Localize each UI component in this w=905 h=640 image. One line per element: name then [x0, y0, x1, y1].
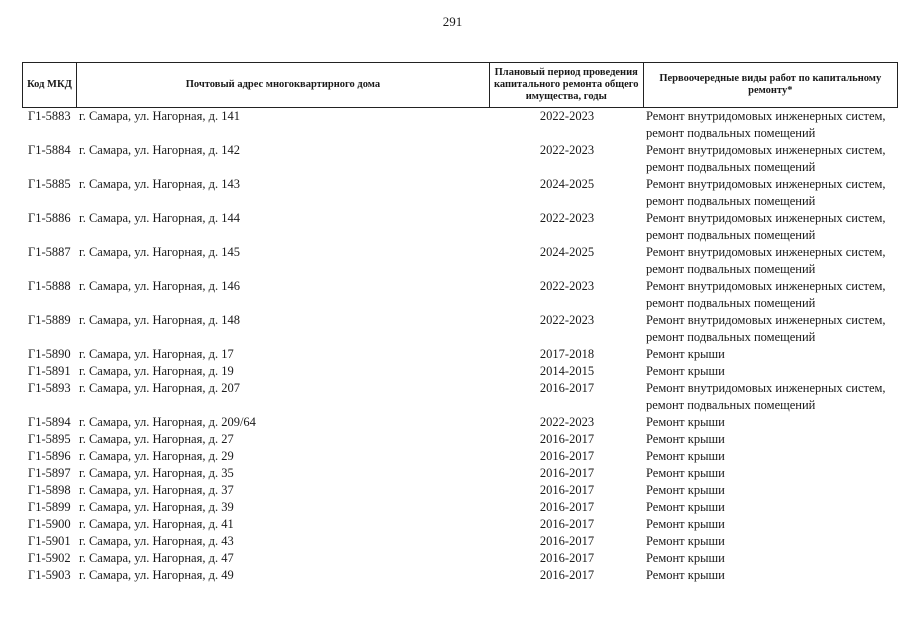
- row-period: 2016-2017: [539, 500, 595, 514]
- table-row: [22, 176, 898, 210]
- row-works: [644, 567, 898, 584]
- table-row: [22, 550, 898, 567]
- row-period: 2024-2025: [539, 177, 595, 191]
- row-period: 2022-2023: [539, 211, 595, 225]
- row-address: г. Самара, ул. Нагорная, д. 19: [79, 364, 234, 378]
- row-address: г. Самара, ул. Нагорная, д. 29: [79, 449, 234, 463]
- row-works-line: Ремонт внутридомовых инженерных систем,: [646, 313, 886, 327]
- row-works: [644, 312, 898, 346]
- row-code: Г1-5898: [28, 483, 71, 497]
- row-code: Г1-5893: [28, 381, 71, 395]
- row-code: Г1-5889: [28, 313, 71, 327]
- row-period: 2016-2017: [539, 432, 595, 446]
- row-code: Г1-5896: [28, 449, 71, 463]
- table-row: [22, 142, 898, 176]
- row-period: 2016-2017: [539, 517, 595, 531]
- row-code: Г1-5897: [28, 466, 71, 480]
- row-works-line: Ремонт крыши: [646, 364, 725, 378]
- row-period: 2022-2023: [539, 143, 595, 157]
- table-row: [22, 244, 898, 278]
- row-works: [644, 142, 898, 176]
- row-works: [644, 176, 898, 210]
- row-works-line: Ремонт крыши: [646, 534, 725, 548]
- row-code: Г1-5900: [28, 517, 71, 531]
- table-row: [22, 533, 898, 550]
- row-works: [644, 244, 898, 278]
- row-code: Г1-5885: [28, 177, 71, 191]
- row-works-line: Ремонт крыши: [646, 483, 725, 497]
- row-address: г. Самара, ул. Нагорная, д. 47: [79, 551, 234, 565]
- table-row: [22, 346, 898, 363]
- table-row: [22, 465, 898, 482]
- row-works: [644, 414, 898, 431]
- table-row: [22, 431, 898, 448]
- row-works: [644, 465, 898, 482]
- row-works-line: ремонт подвальных помещений: [646, 159, 816, 174]
- row-works-line: Ремонт крыши: [646, 466, 725, 480]
- row-works-line: Ремонт внутридомовых инженерных систем,: [646, 211, 886, 225]
- row-address: г. Самара, ул. Нагорная, д. 146: [79, 279, 240, 293]
- row-address: г. Самара, ул. Нагорная, д. 143: [79, 177, 240, 191]
- table-row: [22, 363, 898, 380]
- row-works-line: Ремонт внутридомовых инженерных систем,: [646, 143, 886, 157]
- row-works-line: Ремонт крыши: [646, 500, 725, 514]
- table-header: [22, 62, 898, 108]
- table-row: [22, 482, 898, 499]
- header-address: Почтовый адрес многоквартирного дома: [77, 63, 490, 107]
- table-row: [22, 380, 898, 414]
- row-works: [644, 448, 898, 465]
- table-row: [22, 516, 898, 533]
- row-period: 2022-2023: [539, 415, 595, 429]
- row-works: [644, 431, 898, 448]
- row-address: г. Самара, ул. Нагорная, д. 207: [79, 381, 240, 395]
- row-code: Г1-5903: [28, 568, 71, 582]
- row-period: 2016-2017: [539, 381, 595, 395]
- row-code: Г1-5887: [28, 245, 71, 259]
- row-works: [644, 550, 898, 567]
- row-works-line: Ремонт внутридомовых инженерных систем,: [646, 109, 886, 123]
- row-code: Г1-5899: [28, 500, 71, 514]
- row-works-line: Ремонт внутридомовых инженерных систем,: [646, 177, 886, 191]
- row-works: [644, 210, 898, 244]
- row-works-line: ремонт подвальных помещений: [646, 397, 816, 412]
- table-row: [22, 312, 898, 346]
- row-code: Г1-5901: [28, 534, 71, 548]
- row-address: г. Самара, ул. Нагорная, д. 148: [79, 313, 240, 327]
- row-period: 2017-2018: [539, 347, 595, 361]
- row-period: 2014-2015: [539, 364, 595, 378]
- row-works-line: Ремонт крыши: [646, 415, 725, 429]
- row-address: г. Самара, ул. Нагорная, д. 142: [79, 143, 240, 157]
- table-row: [22, 567, 898, 584]
- row-works: [644, 278, 898, 312]
- row-works: [644, 108, 898, 142]
- row-works: [644, 363, 898, 380]
- header-code: Код МКД: [23, 63, 77, 107]
- table-row: [22, 210, 898, 244]
- row-works-line: ремонт подвальных помещений: [646, 125, 816, 140]
- table-row: [22, 278, 898, 312]
- row-works-line: Ремонт крыши: [646, 432, 725, 446]
- page-number: 291: [442, 14, 463, 29]
- row-address: г. Самара, ул. Нагорная, д. 43: [79, 534, 234, 548]
- row-address: г. Самара, ул. Нагорная, д. 17: [79, 347, 234, 361]
- row-address: г. Самара, ул. Нагорная, д. 141: [79, 109, 240, 123]
- row-works-line: Ремонт внутридомовых инженерных систем,: [646, 279, 886, 293]
- row-works: [644, 499, 898, 516]
- row-address: г. Самара, ул. Нагорная, д. 144: [79, 211, 240, 225]
- row-works-line: ремонт подвальных помещений: [646, 261, 816, 276]
- row-works-line: Ремонт крыши: [646, 347, 725, 361]
- row-address: г. Самара, ул. Нагорная, д. 37: [79, 483, 234, 497]
- row-works: [644, 380, 898, 414]
- table-row: [22, 499, 898, 516]
- table-body: [22, 108, 898, 584]
- row-address: г. Самара, ул. Нагорная, д. 35: [79, 466, 234, 480]
- table-row: [22, 108, 898, 142]
- row-address: г. Самара, ул. Нагорная, д. 49: [79, 568, 234, 582]
- row-address: г. Самара, ул. Нагорная, д. 145: [79, 245, 240, 259]
- row-code: Г1-5891: [28, 364, 71, 378]
- row-period: 2016-2017: [539, 449, 595, 463]
- row-period: 2024-2025: [539, 245, 595, 259]
- row-code: Г1-5886: [28, 211, 71, 225]
- row-code: Г1-5895: [28, 432, 71, 446]
- row-period: 2016-2017: [539, 483, 595, 497]
- row-period: 2022-2023: [539, 109, 595, 123]
- row-period: 2022-2023: [539, 313, 595, 327]
- row-works-line: Ремонт крыши: [646, 551, 725, 565]
- row-works-line: Ремонт крыши: [646, 568, 725, 582]
- row-works-line: ремонт подвальных помещений: [646, 193, 816, 208]
- row-code: Г1-5884: [28, 143, 71, 157]
- row-works-line: Ремонт крыши: [646, 517, 725, 531]
- row-code: Г1-5894: [28, 415, 71, 429]
- row-period: 2016-2017: [539, 551, 595, 565]
- repair-schedule-table: [22, 62, 898, 584]
- table-row: [22, 414, 898, 431]
- row-address: г. Самара, ул. Нагорная, д. 39: [79, 500, 234, 514]
- row-address: г. Самара, ул. Нагорная, д. 27: [79, 432, 234, 446]
- row-works: [644, 516, 898, 533]
- row-address: г. Самара, ул. Нагорная, д. 209/64: [79, 415, 256, 429]
- row-code: Г1-5902: [28, 551, 71, 565]
- row-works-line: ремонт подвальных помещений: [646, 295, 816, 310]
- header-works: Первоочередные виды работ по капитальному ремонту*: [659, 73, 882, 96]
- row-works-line: Ремонт внутридомовых инженерных систем,: [646, 381, 886, 395]
- row-works-line: ремонт подвальных помещений: [646, 329, 816, 344]
- row-period: 2022-2023: [539, 279, 595, 293]
- row-code: Г1-5890: [28, 347, 71, 361]
- row-code: Г1-5883: [28, 109, 71, 123]
- row-code: Г1-5888: [28, 279, 71, 293]
- row-period: 2016-2017: [539, 534, 595, 548]
- row-period: 2016-2017: [539, 568, 595, 582]
- row-works-line: ремонт подвальных помещений: [646, 227, 816, 242]
- row-works-line: Ремонт крыши: [646, 449, 725, 463]
- header-period: Плановый период проведения капитального ремонта общего имущества, годы: [490, 63, 644, 107]
- table-row: [22, 448, 898, 465]
- row-address: г. Самара, ул. Нагорная, д. 41: [79, 517, 234, 531]
- row-works-line: Ремонт внутридомовых инженерных систем,: [646, 245, 886, 259]
- row-works: [644, 533, 898, 550]
- row-works: [644, 346, 898, 363]
- row-period: 2016-2017: [539, 466, 595, 480]
- row-works: [644, 482, 898, 499]
